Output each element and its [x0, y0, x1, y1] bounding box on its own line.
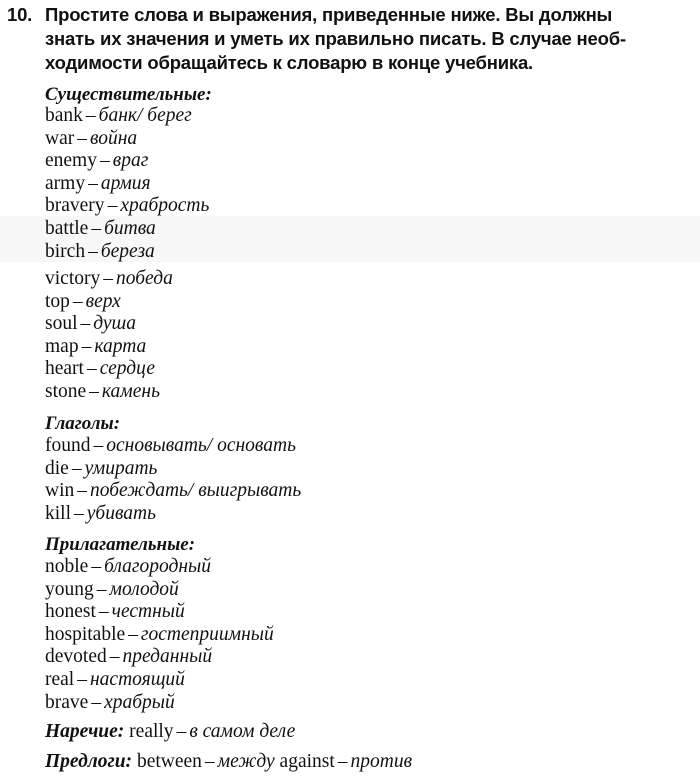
dash: –	[77, 127, 87, 149]
prepositions-row	[45, 751, 412, 773]
dash: –	[96, 578, 107, 600]
dash: –	[128, 623, 138, 645]
vocab-russian-translation: береза	[100, 240, 155, 262]
vocab-russian-translation: побеждать/ выигрывать	[90, 480, 302, 502]
vocab-entry	[45, 601, 274, 624]
dash: –	[98, 601, 109, 623]
dash: –	[91, 217, 102, 239]
vocab-russian-translation: храбрость	[120, 195, 210, 217]
vocab-russian-translation: битва	[104, 217, 156, 239]
task-instruction	[7, 3, 687, 75]
vocab-entry	[45, 336, 173, 359]
preposition-ru: против	[350, 751, 413, 772]
vocab-russian-translation: победа	[115, 268, 173, 289]
vocab-entry	[45, 458, 301, 481]
vocab-russian-translation: банк/ берег	[98, 105, 192, 126]
vocab-entry	[45, 624, 274, 647]
vocab-entry	[45, 241, 209, 264]
dash: –	[103, 268, 113, 289]
vocab-english-word: hospitable	[45, 623, 126, 645]
vocab-entry	[45, 218, 209, 241]
vocab-russian-translation: честный	[111, 601, 185, 623]
vocab-english-word: birch	[45, 240, 86, 262]
vocab-russian-translation: умирать	[84, 457, 158, 479]
dash: –	[74, 502, 84, 524]
adjectives-heading: Прилагательные:	[45, 534, 196, 555]
vocab-english-word: win	[45, 480, 75, 502]
task-line: знать их значения и уметь их правильно писать. В случае необ-	[45, 28, 626, 49]
vocab-entry	[45, 291, 173, 314]
vocab-english-word: bravery	[45, 195, 105, 217]
dash: –	[91, 691, 102, 713]
vocab-english-word: brave	[45, 691, 89, 713]
vocab-entry	[45, 692, 274, 715]
dash: –	[71, 457, 82, 479]
dash: –	[109, 646, 120, 668]
task-line: ходимости обращайтесь к словарю в конце учебника.	[45, 52, 533, 73]
dash: –	[204, 751, 215, 772]
vocab-english-word: young	[45, 578, 94, 600]
nouns-heading: Существительные:	[45, 84, 212, 105]
vocab-english-word: map	[45, 335, 79, 357]
prepositions-label: Предлоги:	[45, 751, 133, 772]
vocab-english-word: enemy	[45, 150, 97, 172]
dash: –	[88, 240, 98, 262]
dash: –	[93, 435, 104, 456]
dash: –	[99, 150, 110, 172]
vocab-english-word: victory	[45, 268, 101, 289]
vocab-russian-translation: основывать/ основать	[106, 435, 296, 456]
vocab-entry	[45, 556, 274, 579]
vocab-russian-translation: карта	[94, 335, 147, 357]
verbs-heading: Глаголы:	[45, 413, 121, 434]
dash: –	[91, 556, 102, 577]
preposition-ru: между	[217, 751, 275, 772]
vocab-russian-translation: камень	[101, 380, 160, 402]
adverb-ru: в самом деле	[189, 721, 296, 742]
vocab-russian-translation: храбрый	[104, 691, 175, 713]
vocab-english-word: die	[45, 457, 69, 479]
adverb-en: really	[129, 721, 174, 742]
vocab-entry	[45, 503, 301, 526]
vocab-english-word: battle	[45, 217, 89, 239]
vocab-entry	[45, 195, 209, 218]
vocab-english-word: top	[45, 290, 70, 312]
dash: –	[85, 105, 96, 126]
vocab-entry	[45, 579, 274, 602]
verbs-list	[45, 435, 301, 525]
vocab-russian-translation: армия	[100, 172, 151, 194]
vocab-entry	[45, 646, 274, 669]
dash: –	[77, 480, 87, 502]
dash: –	[107, 195, 118, 217]
vocab-entry	[45, 381, 173, 404]
dash: –	[86, 358, 97, 380]
vocab-english-word: kill	[45, 502, 72, 524]
vocab-russian-translation: враг	[112, 150, 149, 172]
vocab-english-word: army	[45, 172, 86, 194]
vocab-entry	[45, 358, 173, 381]
preposition-en: between	[136, 751, 202, 772]
vocab-entry	[45, 480, 301, 503]
dash: –	[337, 751, 348, 772]
vocab-russian-translation: настоящий	[89, 668, 185, 690]
preposition-en: against	[279, 751, 335, 772]
vocab-entry	[45, 435, 301, 458]
vocab-russian-translation: война	[89, 127, 138, 149]
vocab-entry	[45, 105, 209, 128]
vocab-english-word: honest	[45, 601, 96, 623]
dash: –	[89, 380, 99, 402]
dash: –	[77, 668, 87, 690]
vocab-english-word: stone	[45, 380, 87, 402]
dash: –	[176, 721, 187, 742]
vocab-entry	[45, 669, 274, 692]
dash: –	[81, 335, 92, 357]
vocab-entry	[45, 128, 209, 151]
vocab-entry	[45, 313, 173, 336]
task-line: Простите слова и выражения, приведенные ниже. Вы должны	[45, 4, 613, 25]
adverb-row	[45, 721, 295, 743]
dash: –	[72, 290, 83, 312]
vocab-russian-translation: молодой	[109, 578, 179, 600]
vocab-entry	[45, 173, 209, 196]
vocab-english-word: heart	[45, 358, 84, 380]
vocab-english-word: bank	[45, 105, 83, 126]
dash: –	[88, 172, 98, 194]
vocab-russian-translation: благородный	[104, 556, 211, 577]
vocab-english-word: soul	[45, 313, 78, 335]
vocab-russian-translation: сердце	[99, 358, 156, 380]
vocab-russian-translation: гостеприимный	[140, 623, 274, 645]
vocab-entry	[45, 268, 173, 291]
vocab-english-word: devoted	[45, 646, 107, 668]
nouns-list-continued	[45, 268, 173, 404]
vocab-russian-translation: убивать	[86, 502, 157, 524]
vocab-russian-translation: душа	[93, 313, 136, 335]
vocab-russian-translation: преданный	[122, 646, 213, 668]
vocab-entry	[45, 150, 209, 173]
vocab-english-word: found	[45, 435, 91, 456]
adjectives-list	[45, 556, 274, 714]
vocab-english-word: war	[45, 127, 75, 149]
adverb-label: Наречие:	[45, 721, 125, 742]
vocab-english-word: noble	[45, 556, 89, 577]
vocab-english-word: real	[45, 668, 75, 690]
nouns-list	[45, 105, 209, 263]
vocab-russian-translation: верх	[85, 290, 121, 312]
dash: –	[80, 313, 91, 335]
task-number: 10.	[7, 4, 33, 25]
